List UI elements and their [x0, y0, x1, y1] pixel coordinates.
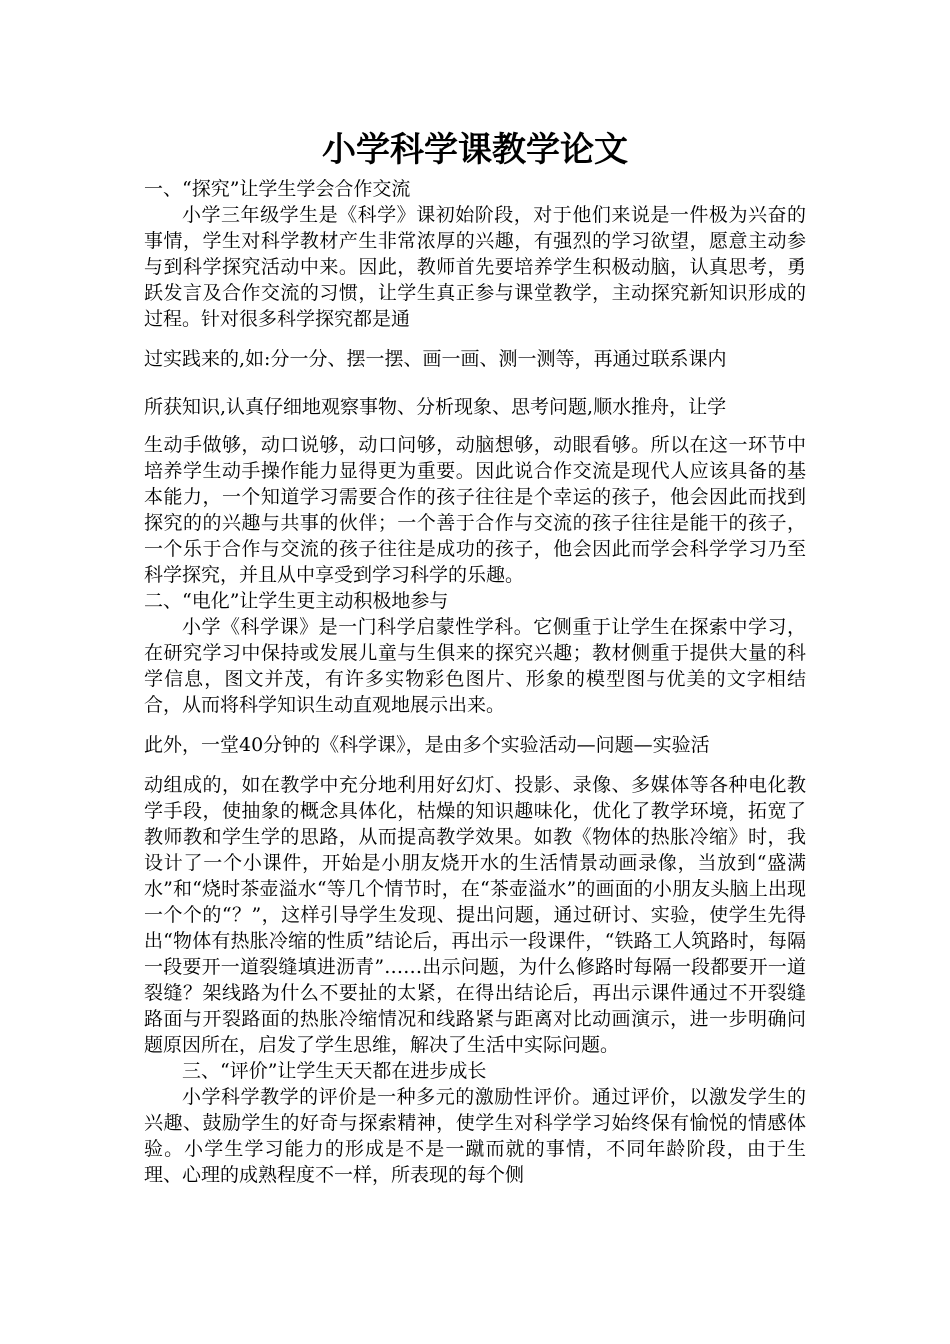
section-1-paragraph-1: 小学三年级学生是《科学》课初始阶段，对于他们来说是一件极为兴奋的事情，学生对科学教材产生非常浓厚的兴趣，有强烈的学习欲望，愿意主动参与到科学探究活动中来。因此，教师首先要培养学生积极动脑，认真思考，勇跃发言及合作交流的习惯，让学生真正参与课堂教学，主动探究新知识形成的过程。针对很多科学探究都是通 — [144, 204, 806, 330]
section-3-heading: 三、“评价”让学生天天都在进步成长 — [182, 1060, 487, 1082]
section-1-paragraph-3: 所获知识,认真仔细地观察事物、分析现象、思考问题,顺水推舟，让学 — [144, 396, 727, 418]
section-2-paragraph-2: 此外，一堂40分钟的《科学课》，是由多个实验活动—问题—实验活 — [144, 734, 710, 756]
section-2-heading: 二、“电化”让学生更主动积极地参与 — [144, 590, 449, 612]
section-1-heading: 一、“探究”让学生学会合作交流 — [144, 178, 411, 200]
section-1-paragraph-2: 过实践来的,如:分一分、摆一摆、画一画、测一测等，再通过联系课内 — [144, 348, 727, 370]
section-1-paragraph-4: 生动手做够，动口说够，动口问够，动脑想够，动眼看够。所以在这一环节中培养学生动手操作能力显得更为重要。因此说合作交流是现代人应该具备的基本能力，一个知道学习需要合作的孩子往往是个幸运的孩子，他会因此而找到探究的的兴趣与共事的伙伴；一个善于合作与交流的孩子往往是能干的孩子，一个乐于合作与交流的孩子往往是成功的孩子，他会因此而学会科学学习乃至科学探究，并且从中享受到学习科学的乐趣。 — [144, 434, 806, 586]
section-2-paragraph-3: 动组成的，如在教学中充分地利用好幻灯、投影、录像、多媒体等各种电化教学手段，使抽象的概念具体化，枯燥的知识趣味化，优化了教学环境，拓宽了教师教和学生学的思路，从而提高教学效果。如教《物体的热胀冷缩》时，我设计了一个小课件，开始是小朋友烧开水的生活情景动画录像，当放到“盛满水”和“烧时茶壶溢水“等几个情节时，在“茶壶溢水”的画面的小朋友头脑上出现一个个的“？”，这样引导学生发现、提出问题，通过研讨、实验，使学生先得出“物体有热胀冷缩的性质”结论后，再出示一段课件，“铁路工人筑路时，每隔一段要开一道裂缝填进沥青”……出示问题，为什么修路时每隔一段都要开一道裂缝？架线路为什么不要扯的太紧，在得出结论后，再出示课件通过不开裂缝路面与开裂路面的热胀冷缩情况和线路紧与距离对比动画演示，进一步明确问题原因所在，启发了学生思维，解决了生活中实际问题。 — [144, 774, 806, 1056]
document-title: 小学科学课教学论文 — [322, 130, 628, 170]
document-body — [144, 176, 806, 1188]
section-3-paragraph-1: 小学科学教学的评价是一种多元的激励性评价。通过评价，以激发学生的兴趣、鼓励学生的好奇与探索精神，使学生对科学学习始终保有愉悦的情感体验。小学生学习能力的形成是不是一蹴而就的事情，不同年龄阶段，由于生理、心理的成熟程度不一样，所表现的每个侧 — [144, 1086, 806, 1186]
section-2-paragraph-1: 小学《科学课》是一门科学启蒙性学科。它侧重于让学生在探索中学习，在研究学习中保持或发展儿童与生俱来的探究兴趣；教材侧重于提供大量的科学信息，图文并茂，有许多实物彩色图片、形象的模型图与优美的文字相结合，从而将科学知识生动直观地展示出来。 — [144, 616, 806, 716]
